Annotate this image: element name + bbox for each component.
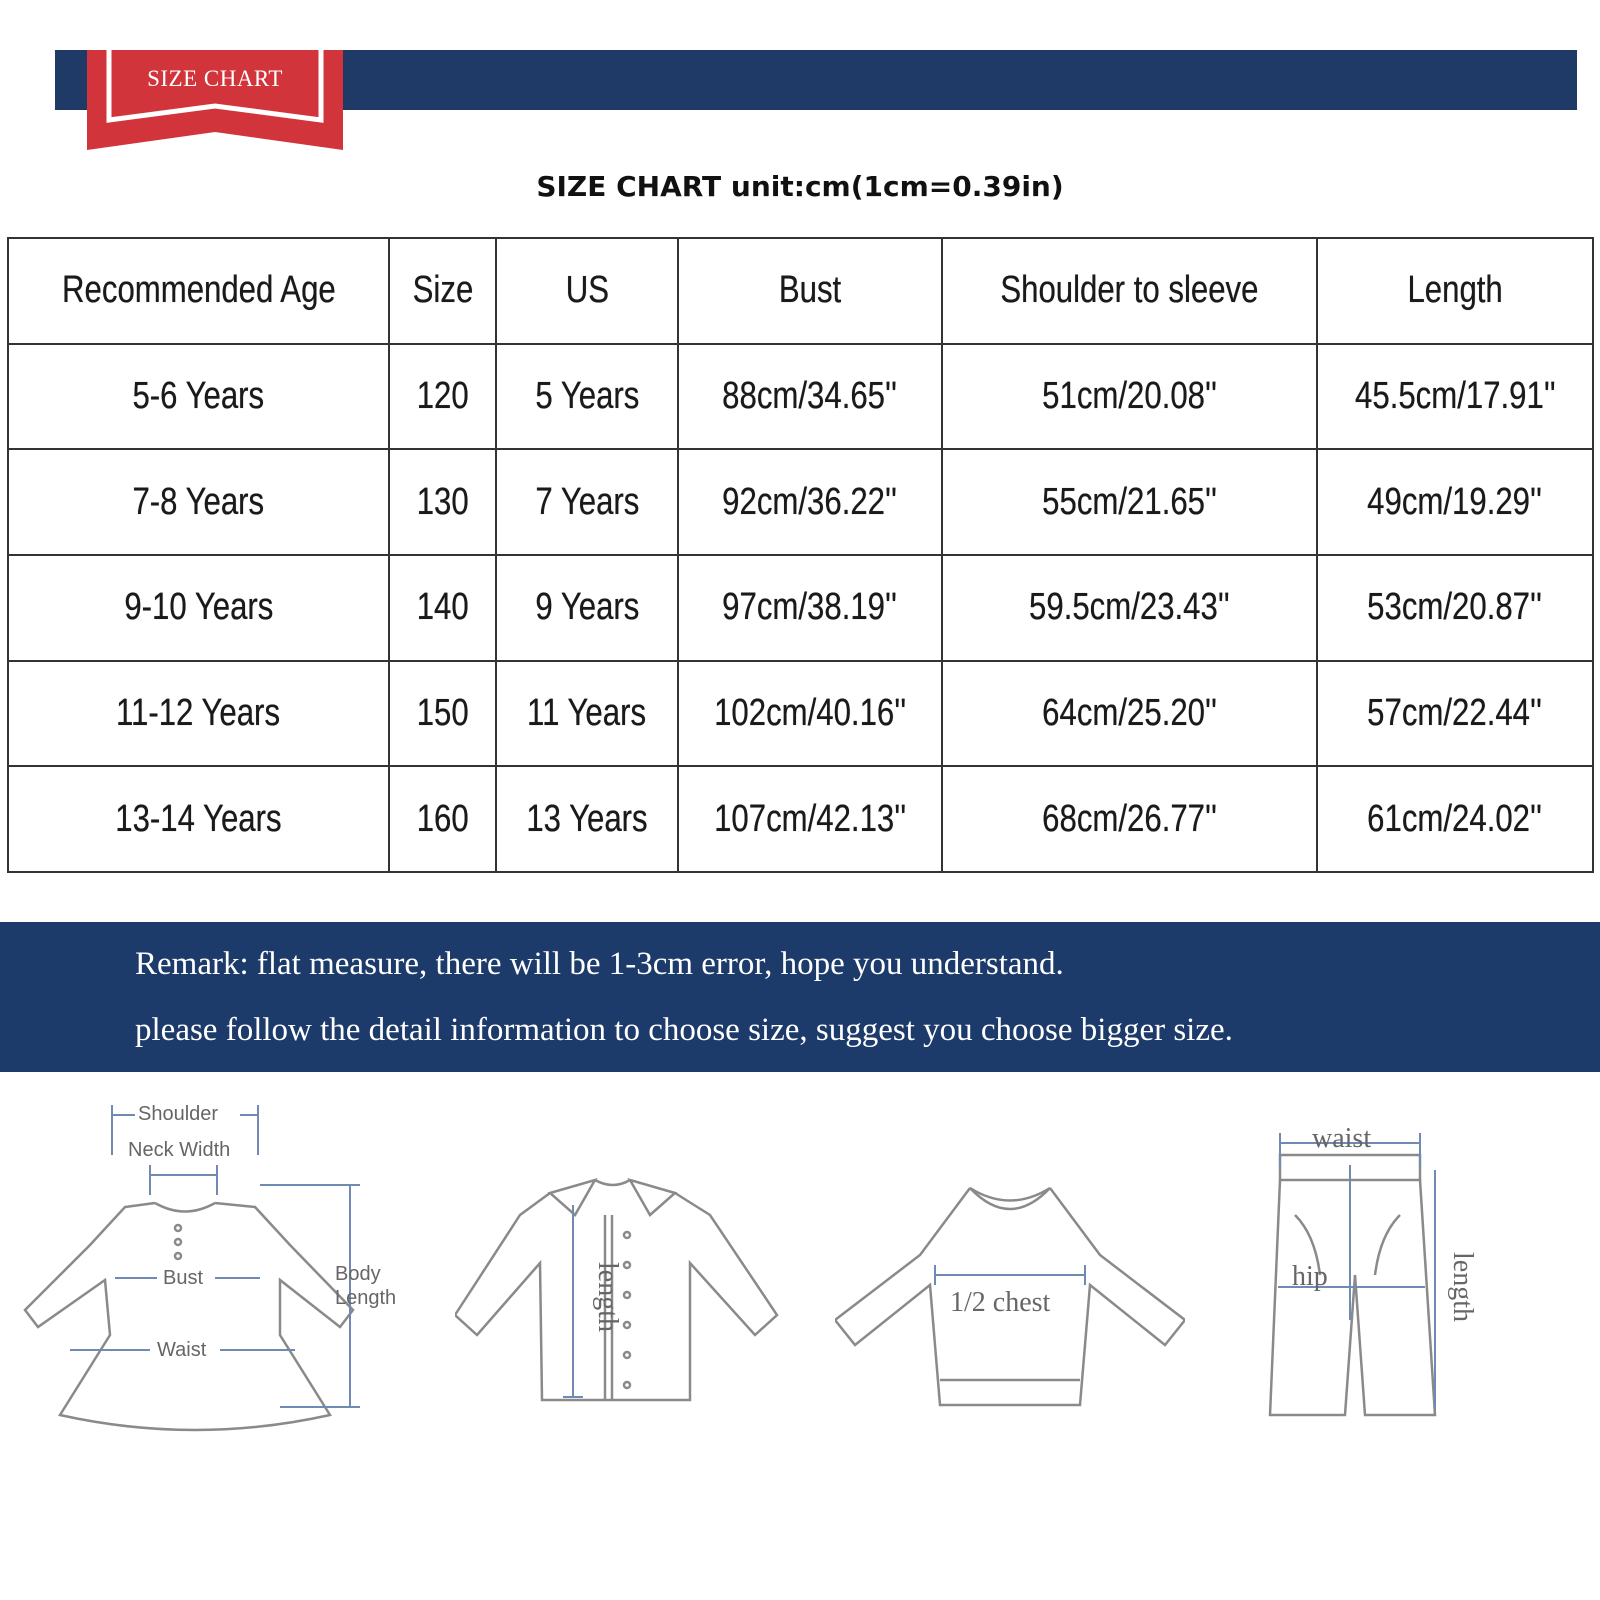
dress-bust-label: Bust [163,1267,204,1289]
table-cell: 11 Years [496,661,678,767]
table-cell: 64cm/25.20'' [942,661,1317,767]
table-cell: 130 [389,449,496,555]
remark-line-1: Remark: flat measure, there will be 1-3cm error, hope you understand. [135,946,1064,982]
table-cell: 49cm/19.29'' [1317,449,1593,555]
dress-shoulder-label: Shoulder [138,1103,219,1125]
size-table [7,237,1594,873]
table-cell: 13 Years [496,766,678,872]
table-cell: 7-8 Years [8,449,389,555]
table-row [8,766,1593,872]
table-header-cell: Length [1317,238,1593,344]
table-row [8,555,1593,661]
table-cell: 9-10 Years [8,555,389,661]
table-cell: 7 Years [496,449,678,555]
table-cell: 140 [389,555,496,661]
table-cell: 68cm/26.77'' [942,766,1317,872]
badge-label: SIZE CHART [147,66,283,91]
table-header-row [8,238,1593,344]
table-header-cell: Recommended Age [8,238,389,344]
pants-length-label: length [1447,1252,1478,1322]
shirt-length-label: length [592,1262,623,1332]
table-cell: 5-6 Years [8,344,389,450]
table-cell: 11-12 Years [8,661,389,767]
table-cell: 57cm/22.44'' [1317,661,1593,767]
table-header-cell: Shoulder to sleeve [942,238,1317,344]
shirt-diagram [455,1175,805,1415]
table-cell: 160 [389,766,496,872]
table-row [8,344,1593,450]
dress-body-length-label-1: Body [335,1263,381,1285]
table-cell: 107cm/42.13'' [678,766,942,872]
table-cell: 5 Years [496,344,678,450]
table-row [8,449,1593,555]
table-cell: 102cm/40.16'' [678,661,942,767]
remark-band [0,922,1600,1072]
table-cell: 120 [389,344,496,450]
dress-diagram [10,1095,430,1445]
dress-waist-label: Waist [157,1339,207,1361]
pants-waist-label: waist [1312,1123,1372,1154]
pants-hip-label: hip [1292,1261,1328,1292]
table-header-cell: Size [389,238,496,344]
table-cell: 51cm/20.08'' [942,344,1317,450]
table-cell: 150 [389,661,496,767]
table-cell: 55cm/21.65'' [942,449,1317,555]
table-cell: 88cm/34.65'' [678,344,942,450]
table-cell: 61cm/24.02'' [1317,766,1593,872]
table-cell: 97cm/38.19'' [678,555,942,661]
table-cell: 92cm/36.22'' [678,449,942,555]
table-row [8,661,1593,767]
sweater-chest-label: 1/2 chest [950,1287,1051,1318]
dress-neck-width-label: Neck Width [128,1139,231,1161]
table-cell: 13-14 Years [8,766,389,872]
table-header-cell: US [496,238,678,344]
dress-body-length-label-2: Length [335,1287,397,1309]
table-cell: 53cm/20.87'' [1317,555,1593,661]
sweater-diagram [835,1185,1185,1410]
remark-line-2: please follow the detail information to choose size, suggest you choose bigger size. [135,1012,1233,1048]
table-cell: 9 Years [496,555,678,661]
size-chart-badge [87,50,343,150]
chart-heading: SIZE CHART unit:cm(1cm=0.39in) [536,170,1064,203]
table-cell: 59.5cm/23.43'' [942,555,1317,661]
table-cell: 45.5cm/17.91'' [1317,344,1593,450]
table-header-cell: Bust [678,238,942,344]
